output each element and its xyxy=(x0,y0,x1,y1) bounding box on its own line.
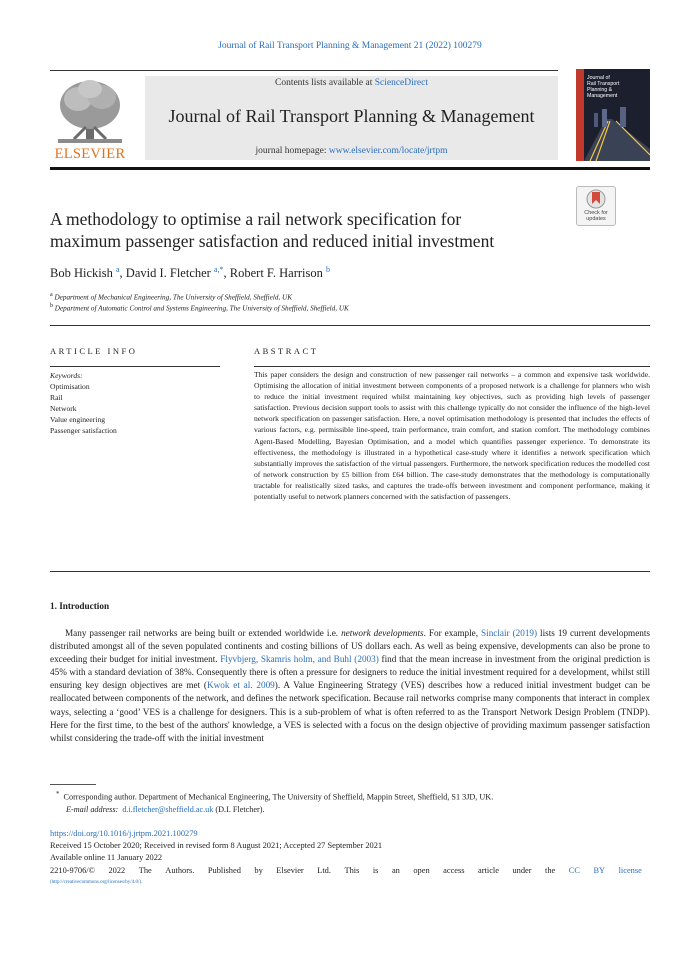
email-suffix: (D.I. Fletcher). xyxy=(215,804,265,814)
author-name: David I. Fletcher xyxy=(125,266,211,281)
author-name: Bob Hickish xyxy=(50,266,113,281)
abstract-heading: ABSTRACT xyxy=(254,346,319,356)
license-word: Ltd. xyxy=(317,865,331,875)
keywords-block xyxy=(50,370,220,436)
citation-link[interactable]: Flyvbjerg, Skamris holm, and Buhl (2003) xyxy=(220,654,379,665)
license-statement xyxy=(50,865,642,877)
doi-link[interactable]: https://doi.org/10.1016/j.jrtpm.2021.100279 xyxy=(50,829,198,838)
license-word: by xyxy=(254,865,263,875)
section-divider xyxy=(50,325,650,326)
abstract-rule xyxy=(254,366,650,367)
author-affiliation-marker[interactable]: a,* xyxy=(213,265,224,274)
intro-emphasis: network developments xyxy=(341,628,424,638)
cover-title-line: Journal of xyxy=(587,75,610,81)
homepage-prefix: journal homepage: xyxy=(255,146,329,156)
affiliation-marker: b xyxy=(50,303,53,309)
intro-text: find that the mean increase in investment from the original prediction is 45% with a standard deviation of 38%. Consequently there is often a pressure for designers to reduce the initial investment required for a development, whilst still ensuring key design objectives are met ( xyxy=(50,654,650,691)
affiliation-marker: a xyxy=(50,292,53,298)
section-divider xyxy=(50,571,650,572)
journal-cover-image[interactable] xyxy=(576,69,650,161)
header-bottom-rule xyxy=(50,167,650,170)
article-meta xyxy=(50,828,650,889)
homepage-link[interactable]: www.elsevier.com/locate/jrtpm xyxy=(328,146,448,156)
intro-text: Many passenger rail networks are being built or extended worldwide i.e. xyxy=(65,628,342,638)
journal-title: Journal of Rail Transport Planning & Management xyxy=(168,106,535,126)
keyword: Rail xyxy=(50,393,63,402)
license-word: Published xyxy=(207,865,241,875)
cover-title xyxy=(587,75,619,99)
license-word[interactable]: CC xyxy=(568,865,580,875)
footnote-line xyxy=(56,789,646,804)
keyword: Value engineering xyxy=(50,415,106,424)
footnote-text: Corresponding author. Department of Mechanical Engineering, The University of Sheffield, Mappin Street, Sheffield, S1 3JD, UK. xyxy=(63,792,494,802)
email-label: E-mail address: xyxy=(66,804,119,814)
journal-homepage-line xyxy=(145,146,558,156)
keywords-label: Keywords: xyxy=(50,371,83,380)
intro-text: ). A Value Engineering Strategy (VES) describes how a reduced initial investment budget can be reallocated between components of the network, and defines the network specification. Because rail networks comprise many components that interact in complex ways, selecting a ‘good’ VES is a challenge for designers. This is a sub-problem of what is often referred to as the Transport Network Design Problem (TNDP). Here for the first time, to the best of the authors' knowledge, a VES is selected with a focus on the design objective of providing maximum passenger satisfaction whilst considering the trade-off with the initial investment xyxy=(50,680,651,743)
affiliation xyxy=(50,292,292,301)
license-word: 2210-9706/© xyxy=(50,865,95,875)
introduction-paragraph xyxy=(50,627,650,745)
license-word: The xyxy=(138,865,152,875)
cover-title-line: Management xyxy=(587,93,618,99)
check-for-updates-badge[interactable] xyxy=(576,186,616,226)
license-word: 2022 xyxy=(108,865,126,875)
author-list: Bob Hickish $^a$, David I. Fletcher $^{a,*}$, Robert F. Harrison $^b$ xyxy=(50,265,330,281)
journal-masthead xyxy=(145,76,558,160)
intro-text: . For example, xyxy=(423,628,482,638)
bookmark-icon xyxy=(577,187,615,211)
cover-title-line: Rail Transport xyxy=(587,81,620,87)
intro-text: lists 19 current developments distributed amongst all of the seven populated continents and costing billions of US dollars each. As well as being expensive, developments can also be prone to exceeding their budget for initial investment. xyxy=(50,628,650,665)
available-online: Available online 11 January 2022 xyxy=(50,853,163,863)
cover-title-line: Planning & xyxy=(587,87,613,93)
license-url-link[interactable]: (http://creativecommons.org/licenses/by/4.0/). xyxy=(50,879,143,885)
license-word[interactable]: license xyxy=(618,865,642,875)
license-word: article xyxy=(478,865,499,875)
contents-available-line xyxy=(145,78,558,88)
elsevier-wordmark: ELSEVIER xyxy=(54,146,126,162)
header-top-rule xyxy=(50,70,558,71)
license-word: is xyxy=(372,865,379,875)
license-word: Elsevier xyxy=(276,865,304,875)
footnote-rule xyxy=(50,784,96,785)
abstract-text: This paper considers the design and construction of new passenger rail networks – a common and expensive task worldwide. Optimising the allocation of initial investment between components of a proposed network is a challenge for planners who wish to reduce the initial investment required whilst maintaining key objectives, such as providing high levels of passenger satisfaction. Previous decision support tools to assist with this challenge typically do not consider the influence of the high-level network specification on passenger satisfaction. Here, a novel optimisation methodology is presented that includes the effects of various factors, e.g. permissible line-speed, train performance, train comfort, and station comfort. The methodology combines Agent-Based Modelling, Bayesian Optimisation, and a model which quantifies passenger experience. To demonstrate its effectiveness, the methodology is illustrated in a hypothetical case-study where it identifies a network specification which substantially improves the satisfaction of the virtual passengers. Furthermore, the network specification reduces the modelled cost of network construction by £5 billion from £64 billion. The case-study demonstrates that the methodology is computationally tractable for realistically sized tasks, and captures the trade-offs between investment and component performance, making it potentially useful to network planners concerned with the satisfaction of passengers. xyxy=(254,370,650,502)
license-word: open xyxy=(413,865,430,875)
author-affiliation-marker[interactable]: a xyxy=(115,265,120,274)
license-word: an xyxy=(391,865,400,875)
license-word: the xyxy=(545,865,556,875)
affiliation xyxy=(50,303,349,312)
introduction-heading: 1. Introduction xyxy=(50,601,110,611)
article-title xyxy=(50,208,570,252)
keyword: Passenger satisfaction xyxy=(50,426,117,435)
article-info-heading: ARTICLE INFO xyxy=(50,346,138,356)
check-for-updates-label: Check for updates xyxy=(584,210,608,222)
license-word: Authors. xyxy=(165,865,195,875)
license-word: access xyxy=(443,865,465,875)
footnote-email-line xyxy=(56,804,646,816)
corresponding-author-footnote xyxy=(56,789,646,816)
email-link[interactable]: d.i.fletcher@sheffield.ac.uk xyxy=(122,804,214,814)
affiliation-text: Department of Mechanical Engineering, The University of Sheffield, Sheffield, UK xyxy=(54,293,293,302)
journal-citation[interactable]: Journal of Rail Transport Planning & Management 21 (2022) 100279 xyxy=(218,41,482,51)
citation-link[interactable]: Kwok et al. 2009 xyxy=(206,680,275,691)
keyword: Network xyxy=(50,404,77,413)
author-name: Robert F. Harrison xyxy=(229,266,323,281)
title-line-1: A methodology to optimise a rail network specification for xyxy=(50,209,462,229)
license-word: This xyxy=(344,865,360,875)
author-affiliation-marker[interactable]: b xyxy=(326,265,330,274)
footnote-marker: * xyxy=(56,791,60,798)
keyword: Optimisation xyxy=(50,382,90,391)
sciencedirect-link[interactable]: ScienceDirect xyxy=(374,78,428,88)
license-word: under xyxy=(512,865,532,875)
title-line-2: maximum passenger satisfaction and reduced initial investment xyxy=(50,231,495,251)
received-dates: Received 15 October 2020; Received in revised form 8 August 2021; Accepted 27 September 2021 xyxy=(50,841,383,851)
license-word[interactable]: BY xyxy=(593,865,606,875)
citation-link[interactable]: Sinclair (2019) xyxy=(481,628,538,638)
elsevier-logo[interactable] xyxy=(50,75,130,161)
contents-prefix: Contents lists available at xyxy=(274,78,375,88)
keywords-rule xyxy=(50,366,220,367)
affiliation-text: Department of Automatic Control and Systems Engineering, The University of Sheffield, Sheffield, UK xyxy=(54,304,349,313)
